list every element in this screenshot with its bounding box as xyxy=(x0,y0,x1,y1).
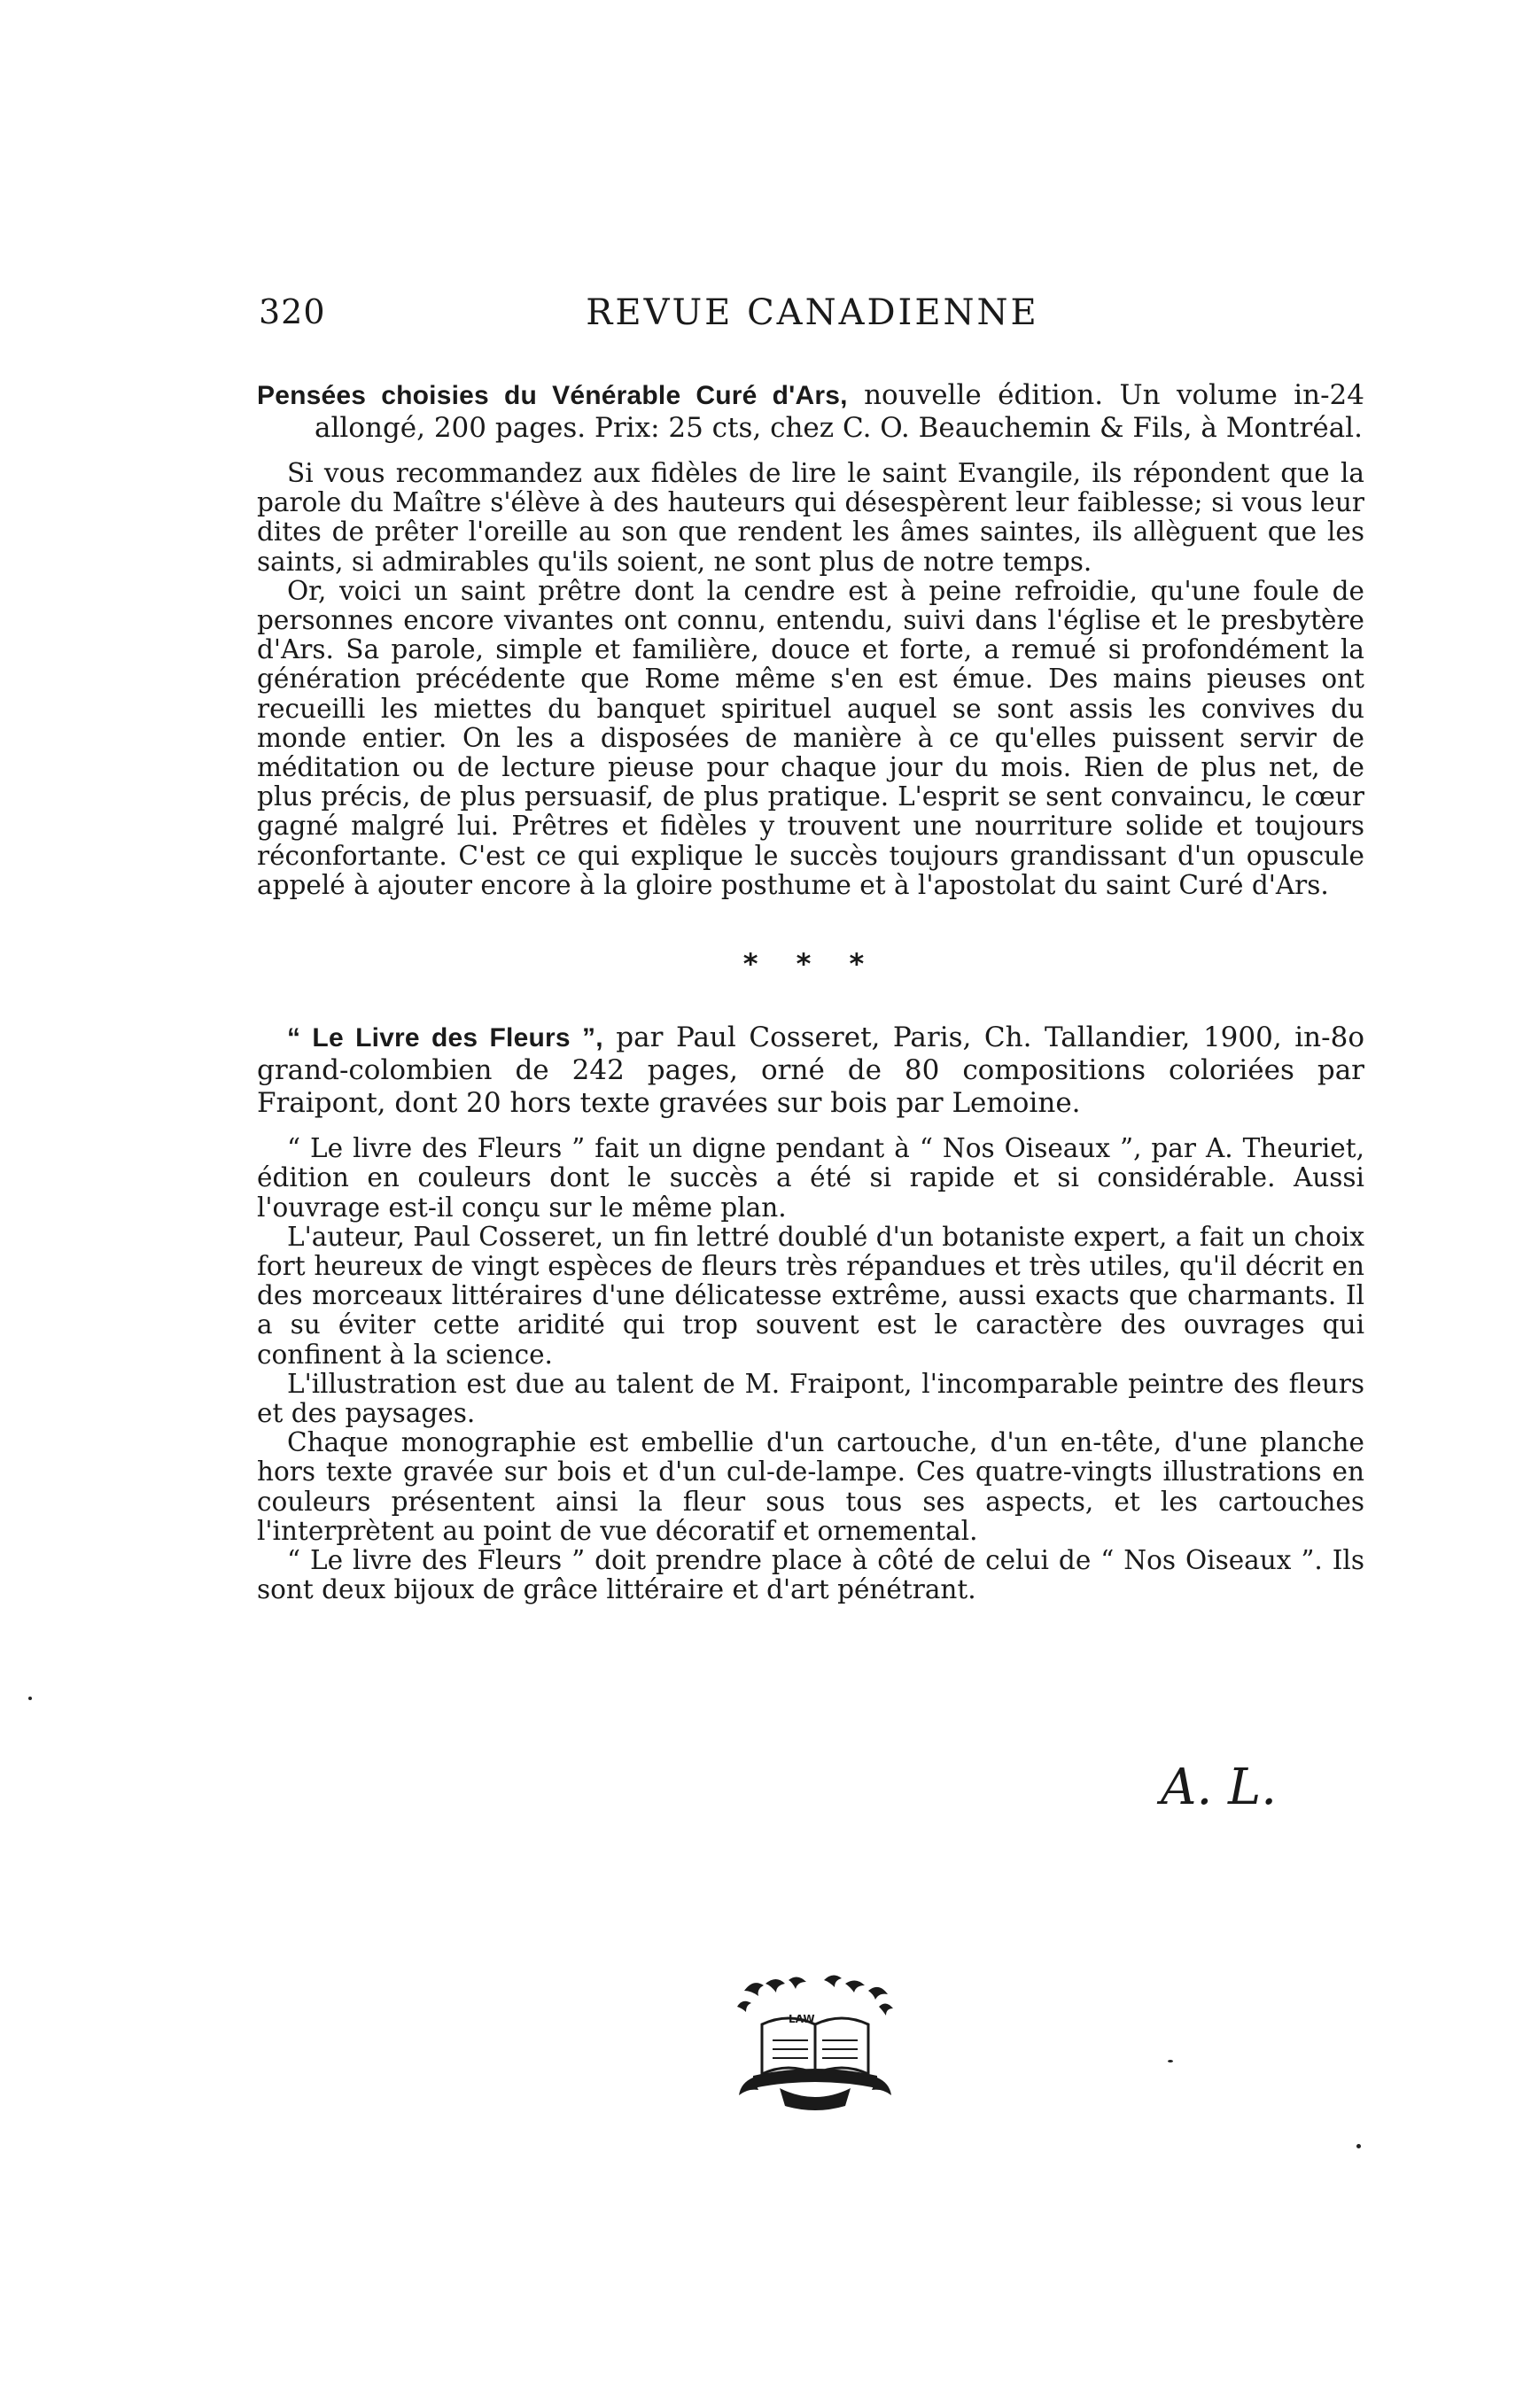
running-title: REVUE CANADIENNE xyxy=(586,292,1039,333)
entry2-paragraph: “ Le livre des Fleurs ” doit prendre place à côté de celui de “ Nos Oiseaux ”. Ils sont deux bijoux de grâce littéraire et d'art pénétrant. xyxy=(257,1545,1364,1605)
entry2-paragraph: Chaque monographie est embellie d'un cartouche, d'un en-tête, d'une planche hors texte gravée sur bois et d'un cul-de-lampe. Ces quatre-vingts illustrations en couleurs présentent ainsi la fleur sous tous ses aspects, et les cartouches l'interprètent au point de vue décoratif et ornemental. xyxy=(257,1427,1364,1546)
ornament-label: LAW xyxy=(789,2013,815,2025)
entry1-paragraph: Or, voici un saint prêtre dont la cendre est à peine refroidie, qu'une foule de personnes encore vivantes ont connu, entendu, suivi dans l'église et le presbytère d'Ars. Sa parole, simple et familière, douce et forte, a remué si profondément la génération précédente que Rome même s'en est émue. Des mains pieuses ont recueilli les miettes du banquet spirituel auquel se sont assis les convives du monde entier. On les a disposées de manière à ce qu'elles puissent servir de méditation ou de lecture pieuse pour chaque jour du mois. Rien de plus net, de plus précis, de plus persuasif, de plus pratique. L'esprit se sent convaincu, le cœur gagné malgré lui. Prêtres et fidèles y trouvent une nourriture solide et toujours réconfortante. C'est ce qui explique le succès toujours grandissant d'un opuscule appelé à ajouter encore à la gloire posthume et à l'apostolat du saint Curé d'Ars. xyxy=(257,575,1364,900)
entry2-title: “ Le Livre des Fleurs ”, xyxy=(287,1023,603,1053)
page-header xyxy=(259,292,1366,346)
book-vignette-icon xyxy=(727,1971,904,2113)
entry1-paragraph: Si vous recommandez aux fidèles de lire le saint Evangile, ils répondent que la parole du Maître s'élève à des hauteurs qui désespèrent leur faiblesse; si vous leur dites de prêter l'oreille au son que rendent les âmes saintes, ils allèguent que les saints, si admirables qu'ils soient, ne sont plus de notre temps. xyxy=(257,458,1364,577)
entry2-paragraph: L'auteur, Paul Cosseret, un fin lettré doublé d'un botaniste expert, a fait un choix fort heureux de vingt espèces de fleurs très répandues et très utiles, qu'il décrit en des morceaux littéraires d'une délicatesse extrême, aussi exacts que charmants. Il a su éviter cette aridité qui trop souvent est le caractère des ouvrages qui confinent à la science. xyxy=(257,1221,1364,1370)
entry1-title: Pensées choisies du Vénérable Curé d'Ars, xyxy=(257,381,848,410)
section-separator: * * * xyxy=(742,947,879,982)
author-signature: A. L. xyxy=(1161,1759,1278,1816)
page-content xyxy=(257,379,1364,1605)
entry1-heading xyxy=(257,379,1364,445)
entry2-details: par Paul Cosseret, Paris, Ch. Tallandier, 1900, in-8o grand-colombien de 242 pages, orné de 80 compositions coloriées par Fraipont, dont 20 hors texte gravées sur bois par Lemoine. xyxy=(257,1021,1364,1120)
print-speck xyxy=(28,1697,32,1700)
entry2-heading xyxy=(257,1021,1364,1120)
print-speck xyxy=(1356,2144,1361,2148)
print-speck xyxy=(1168,2060,1173,2062)
entry1-details: nouvelle édition. Un volume in-24 allongé, 200 pages. Prix: 25 cts, chez C. O. Beauchemin & Fils, à Montréal. xyxy=(315,379,1364,444)
entry2-paragraph: “ Le livre des Fleurs ” fait un digne pendant à “ Nos Oiseaux ”, par A. Theuriet, édition en couleurs dont le succès a été si rapide et si considérable. Aussi l'ouvrage est-il conçu sur le même plan. xyxy=(257,1133,1364,1223)
page-number: 320 xyxy=(259,292,326,331)
entry2-paragraph: L'illustration est due au talent de M. Fraipont, l'incomparable peintre des fleurs et des paysages. xyxy=(257,1368,1364,1429)
